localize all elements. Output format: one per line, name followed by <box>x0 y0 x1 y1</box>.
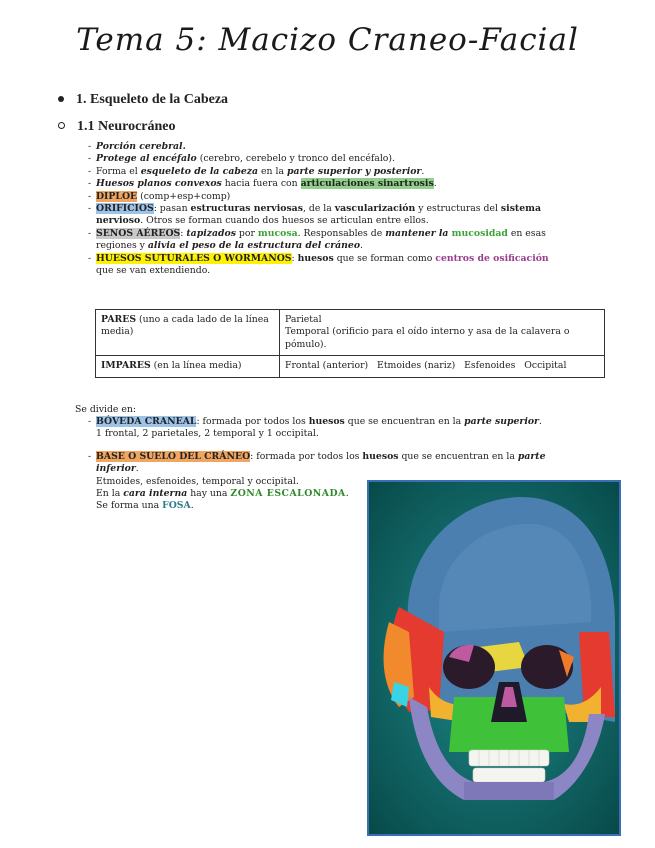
list-item: - HUESOS SUTURALES O WORMANOS: huesos que se forman como centros de osificación que se van extendiendo. <box>88 253 568 278</box>
neurocraneo-list <box>88 141 568 277</box>
list-item: - Forma el esqueleto de la cabeza en la parte superior y posterior. <box>88 166 568 178</box>
list-item: - Porción cerebral. <box>88 141 568 153</box>
page-title: Tema 5: Macizo Craneo-Facial <box>76 22 579 58</box>
table-row <box>96 310 605 356</box>
table-row <box>96 356 605 377</box>
bones-table <box>95 309 605 378</box>
skull-icon <box>369 482 619 834</box>
list-item: - BASE O SUELO DEL CRÁNEO: formada por todos los huesos que se encuentran en la parte inferior. Etmoides, esfenoides, temporal y occipital. En la cara interna hay una ZONA ESCALONADA. Se forma una FOSA. <box>88 451 568 513</box>
bullet-icon <box>58 96 64 102</box>
table-cell: PARES (uno a cada lado de la línea media) <box>96 310 280 356</box>
list-item: - ORIFICIOS: pasan estructuras nerviosas, de la vascularización y estructuras del sistema nervioso. Otros se forman cuando dos huesos se articulan entre ellos. <box>88 203 568 228</box>
skull-illustration <box>367 480 621 836</box>
list-item: - SENOS AÉREOS: tapizados por mucosa. Responsables de mantener la mucosidad en esas regiones y alivia el peso de la estructura del cráneo. <box>88 228 568 253</box>
divide-intro: Se divide en: <box>75 404 137 415</box>
list-item: - Protege al encéfalo (cerebro, cerebelo y tronco del encéfalo). <box>88 153 568 165</box>
list-item: - BÓVEDA CRANEAL: formada por todos los huesos que se encuentran en la parte superior. 1 frontal, 2 parietales, 2 temporal y 1 occipital. <box>88 416 568 441</box>
hollow-bullet-icon <box>58 122 65 129</box>
list-item: - Huesos planos convexos hacia fuera con articulaciones sinartrosis. <box>88 178 568 190</box>
table-cell: IMPARES (en la línea media) <box>96 356 280 377</box>
subsection-heading: 1.1 Neurocráneo <box>58 119 176 135</box>
table-cell: Parietal Temporal (orificio para el oído interno y asa de la calavera o pómulo). <box>280 310 605 356</box>
list-item: - DIPLOE (comp+esp+comp) <box>88 191 568 203</box>
table-cell: Frontal (anterior) Etmoides (nariz) Esfenoides Occipital <box>280 356 605 377</box>
section-heading: 1. Esqueleto de la Cabeza <box>58 92 228 108</box>
